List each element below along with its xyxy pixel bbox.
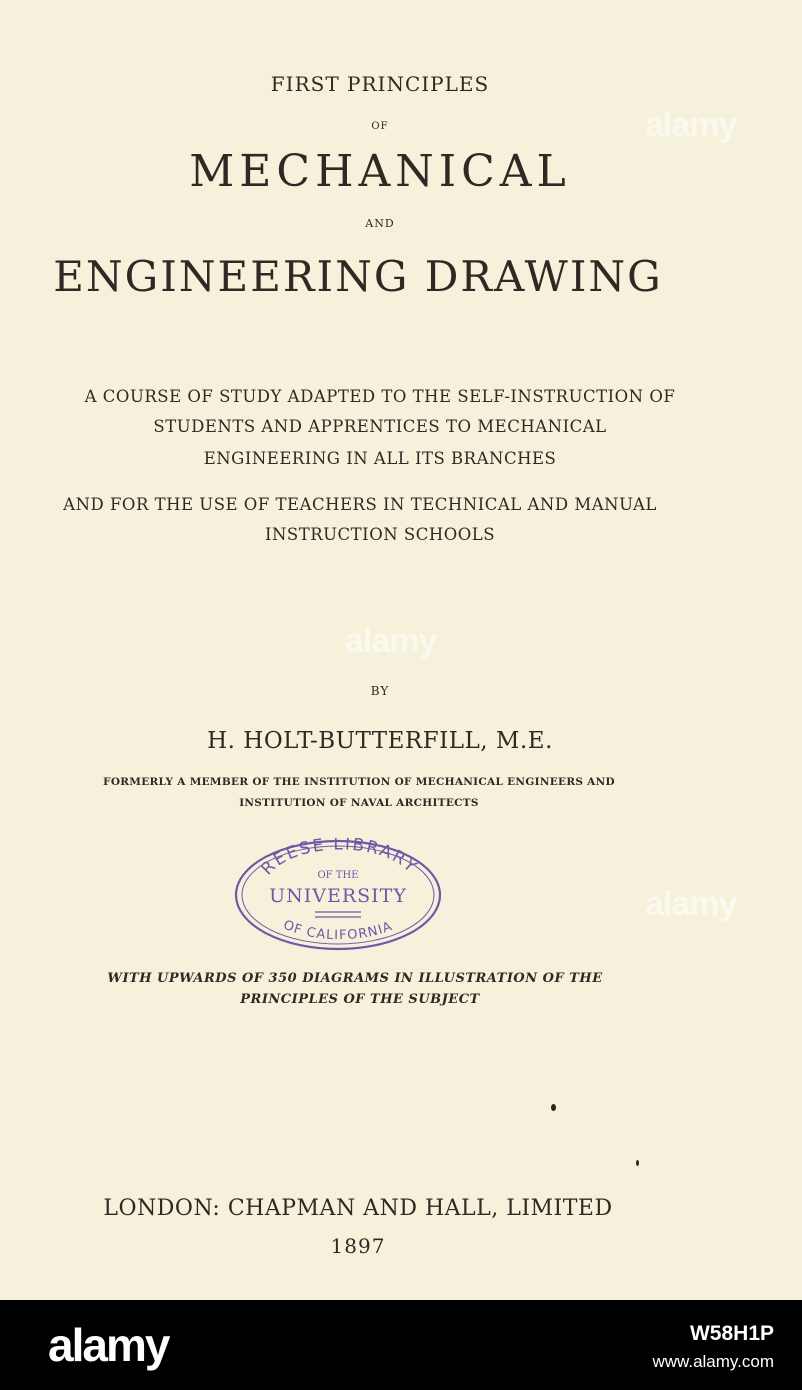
and-connector: AND xyxy=(365,217,395,230)
watermark-footer-bar xyxy=(0,1300,802,1390)
subtitle-line-3: ENGINEERING IN ALL ITS BRANCHES xyxy=(203,449,557,468)
watermark-right: alamy xyxy=(645,885,737,923)
library-stamp xyxy=(233,838,443,952)
publisher: LONDON: CHAPMAN AND HALL, LIMITED xyxy=(103,1196,613,1221)
author-credentials-line-2: INSTITUTION OF NAVAL ARCHITECTS xyxy=(239,797,479,809)
author-name: H. HOLT-BUTTERFILL, M.E. xyxy=(207,728,553,754)
library-stamp-oval xyxy=(233,838,443,952)
of-connector: OF xyxy=(371,121,389,132)
main-title-engineering-drawing: ENGINEERING DRAWING xyxy=(53,252,663,301)
stamp-text-of-california: OF CALIFORNIA xyxy=(280,917,395,944)
illustration-note-line-1: WITH UPWARDS OF 350 DIAGRAMS IN ILLUSTRATION OF THE xyxy=(107,971,603,986)
by-label: BY xyxy=(370,684,390,698)
pretitle: FIRST PRINCIPLES xyxy=(270,72,490,96)
subtitle-line-1: A COURSE OF STUDY ADAPTED TO THE SELF-INSTRUCTION OF xyxy=(84,387,676,406)
author-credentials-line-1: FORMERLY A MEMBER OF THE INSTITUTION OF MECHANICAL ENGINEERS AND xyxy=(103,776,615,788)
main-title-mechanical: MECHANICAL xyxy=(189,146,571,197)
image-id: W58H1P xyxy=(689,1322,774,1345)
watermark-center: alamy xyxy=(345,622,437,660)
stamp-text-reese-library: REESE LIBRARY xyxy=(257,838,422,880)
ink-speck xyxy=(551,1104,556,1111)
watermark-url: www.alamy.com xyxy=(652,1352,774,1371)
publication-year: 1897 xyxy=(330,1234,386,1258)
subtitle-line-2: STUDENTS AND APPRENTICES TO MECHANICAL xyxy=(153,417,607,436)
illustration-note-line-2: PRINCIPLES OF THE SUBJECT xyxy=(240,992,480,1007)
watermark-top-right: alamy xyxy=(645,106,737,144)
subtitle-line-4: AND FOR THE USE OF TEACHERS IN TECHNICAL AND MANUAL xyxy=(63,495,657,514)
stamp-text-of-the: OF THE xyxy=(317,870,359,881)
ink-speck xyxy=(636,1160,639,1166)
subtitle-line-5: INSTRUCTION SCHOOLS xyxy=(264,525,496,544)
stamp-text-university: UNIVERSITY xyxy=(269,885,407,907)
alamy-logo: alamy xyxy=(48,1319,169,1371)
